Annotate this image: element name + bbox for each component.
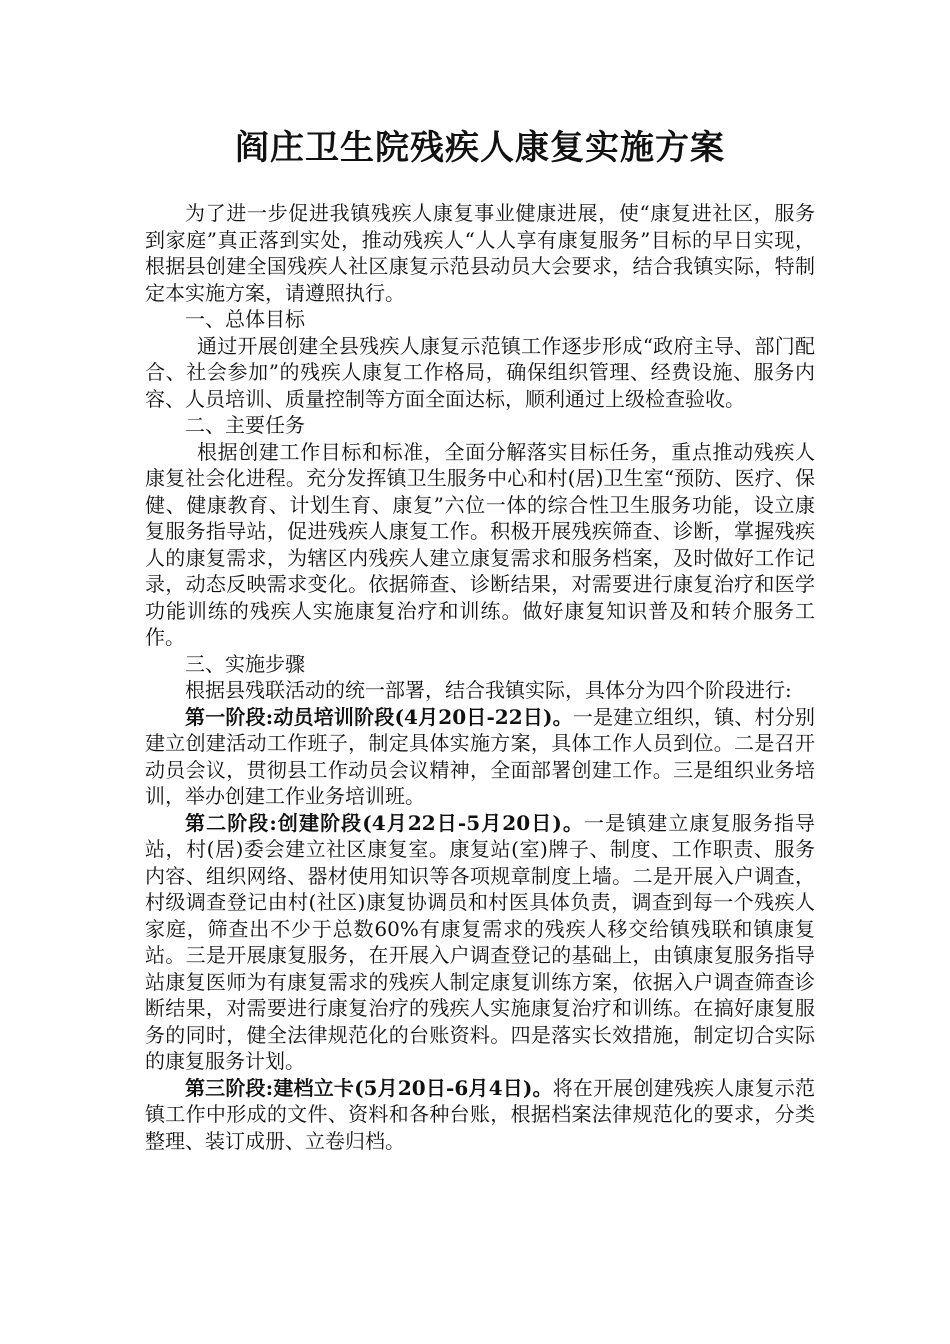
section-heading-steps: 三、实施步骤: [185, 651, 305, 676]
phase-3-paragraph: [145, 1075, 815, 1155]
document-page: [145, 118, 815, 1154]
phase-2-paragraph: [145, 810, 815, 1075]
intro-paragraph: 为了进一步促进我镇残疾人康复事业健康进展，使“康复进社区，服务到家庭”真正落到实处，推动残疾人“人人享有康复服务”目标的早日实现，根据县创建全国残疾人社区康复示范县动员大会要求，结合我镇实际，特制定本实施方案，请遵照执行。: [145, 201, 815, 305]
phase-2-body: 一是镇建立康复服务指导站，村(居)委会建立社区康复室。康复站(室)牌子、制度、工作职责、服务内容、组织网络、器材使用知识等各项规章制度上墙。二是开展入户调查，村级调查登记由村(社区)康复协调员和村医具体负责，调查到每一个残疾人家庭，筛查出不少于总数60%有康复需求的残疾人移交给镇残联和镇康复站。三是开展康复服务，在开展入户调查登记的基础上，由镇康复服务指导站康复医师为有康复需求的残疾人制定康复训练方案，依据入户调查筛查诊断结果，对需要进行康复治疗的残疾人实施康复治疗和训练。在搞好康复服务的同时，健全法律规范化的台账资料。四是落实长效措施，制定切合实际的康复服务计划。: [145, 810, 815, 1073]
phase-3-title: 第三阶段:建档立卡(5月20日-6月4日)。: [185, 1075, 553, 1100]
goals-paragraph: 通过开展创建全县残疾人康复示范镇工作逐步形成“政府主导、部门配合、社会参加”的残疾人康复工作格局，确保组织管理、经费设施、服务内容、人员培训、质量控制等方面全面达标，顺利通过上级检查验收。: [145, 333, 815, 411]
phase-1-title: 第一阶段:动员培训阶段(4月20日-22日)。: [185, 704, 573, 729]
document-title: 阎庄卫生院残疾人康复实施方案: [235, 128, 725, 168]
tasks-paragraph: 根据创建工作目标和标准，全面分解落实目标任务，重点推动残疾人康复社会化进程。充分发挥镇卫生服务中心和村(居)卫生室“预防、医疗、保健、健康教育、计划生育、康复”六位一体的综合性卫生服务功能，设立康复服务指导站，促进残疾人康复工作。积极开展残疾筛查、诊断，掌握残疾人的康复需求，为辖区内残疾人建立康复需求和服务档案，及时做好工作记录，动态反映需求变化。依据筛查、诊断结果，对需要进行康复治疗和医学功能训练的残疾人实施康复治疗和训练。做好康复知识普及和转介服务工作。: [145, 439, 815, 649]
steps-paragraph: 根据县残联活动的统一部署，结合我镇实际，具体分为四个阶段进行:: [185, 678, 792, 702]
section-heading-goals: 一、总体目标: [185, 307, 305, 331]
phase-2-title: 第二阶段:创建阶段(4月22日-5月20日)。: [185, 810, 584, 835]
section-heading-tasks: 二、主要任务: [185, 413, 305, 437]
phase-3-body: 将在开展创建残疾人康复示范镇工作中形成的文件、资料和各种台账，根据档案法律规范化的要求，分类整理、装订成册、立卷归档。: [145, 1075, 815, 1153]
phase-1-paragraph: [145, 704, 815, 810]
phase-1-body: 一是建立组织，镇、村分别建立创建活动工作班子，制定具体实施方案，具体工作人员到位。二是召开动员会议，贯彻县工作动员会议精神，全面部署创建工作。三是组织业务培训，举办创建工作业务培训班。: [145, 704, 816, 808]
